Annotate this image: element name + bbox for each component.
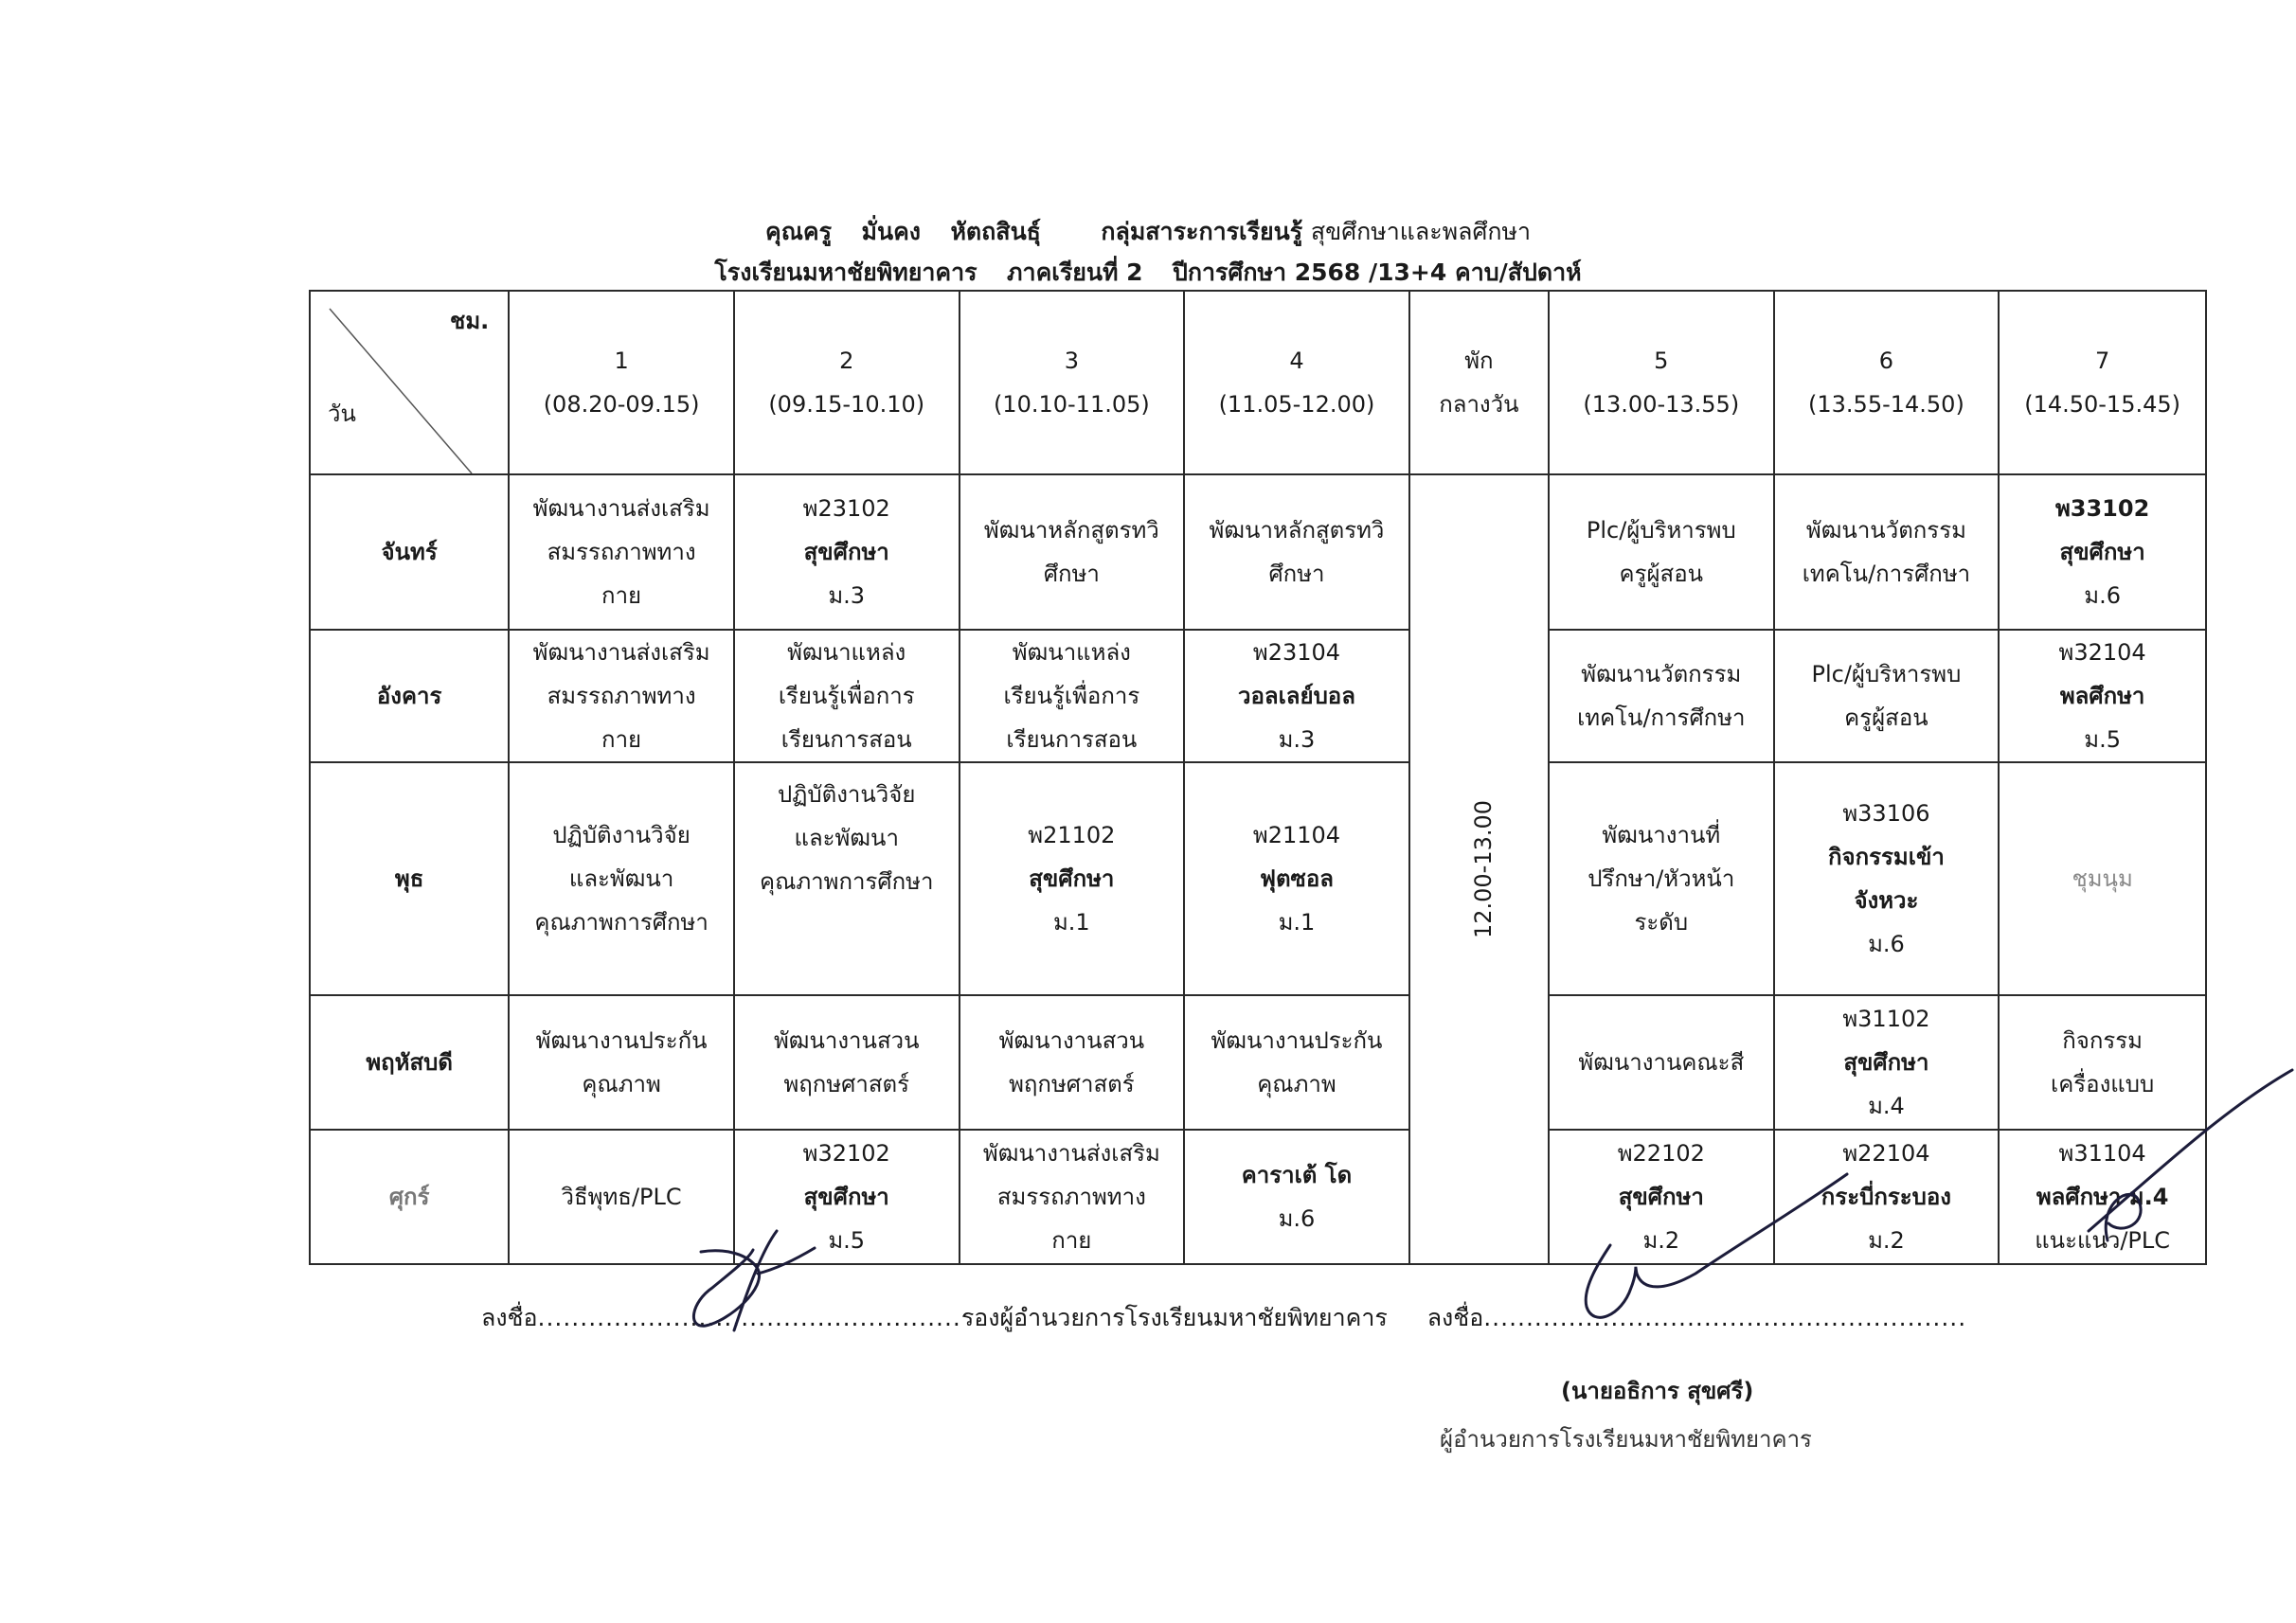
director-position: ผู้อำนวยการโรงเรียนมหาชัยพิทยาคาร bbox=[1440, 1426, 1812, 1453]
schedule-cell: พ22104 กระบี่กระบอง ม.2 bbox=[1774, 1130, 2000, 1264]
sign-dots-2: ......................................................... bbox=[1483, 1304, 1967, 1331]
deputy-role: รองผู้อำนวยการโรงเรียนมหาชัยพิทยาคาร bbox=[960, 1304, 1388, 1331]
schedule-cell: พ21102 สุขศึกษา ม.1 bbox=[960, 762, 1185, 995]
schedule-cell: ปฏิบัติงานวิจัย และพัฒนา คุณภาพการศึกษา bbox=[734, 762, 960, 995]
schedule-cell: Plc/ผู้บริหารพบ ครูผู้สอน bbox=[1549, 474, 1774, 630]
day-label: พุธ bbox=[310, 762, 509, 995]
schedule-cell: พัฒนาหลักสูตรทวิ ศึกษา bbox=[960, 474, 1185, 630]
period-header-7: 7 (14.50-15.45) bbox=[1999, 291, 2206, 474]
schedule-cell: พัฒนางานส่งเสริม สมรรถภาพทาง กาย bbox=[960, 1130, 1185, 1264]
corner-hour-label: ชม. bbox=[450, 308, 490, 334]
schedule-cell: พ23102 สุขศึกษา ม.3 bbox=[734, 474, 960, 630]
corner-day-label: วัน bbox=[328, 401, 356, 427]
day-label: ศุกร์ bbox=[310, 1130, 509, 1264]
schedule-cell: พัฒนางานส่งเสริม สมรรถภาพทาง กาย bbox=[509, 474, 734, 630]
schedule-cell: พัฒนางานสวน พฤกษศาสตร์ bbox=[734, 995, 960, 1130]
director-name: (นายอธิการ สุขศรี) bbox=[1561, 1378, 1754, 1404]
schedule-cell: ปฏิบัติงานวิจัย และพัฒนา คุณภาพการศึกษา bbox=[509, 762, 734, 995]
schedule-cell: พัฒนางานคณะสี bbox=[1549, 995, 1774, 1130]
schedule-cell: พัฒนานวัตกรรม เทคโน/การศึกษา bbox=[1774, 474, 2000, 630]
period-header-6: 6 (13.55-14.50) bbox=[1774, 291, 2000, 474]
period-header-1: 1 (08.20-09.15) bbox=[509, 291, 734, 474]
period-header-3: 3 (10.10-11.05) bbox=[960, 291, 1185, 474]
school-name: โรงเรียนมหาชัยพิทยาคาร bbox=[714, 259, 978, 286]
lunch-header: พัก กลางวัน bbox=[1409, 291, 1549, 474]
schedule-cell: พ23104 วอลเลย์บอล ม.3 bbox=[1184, 630, 1409, 762]
semester: ภาคเรียนที่ 2 bbox=[1007, 259, 1143, 286]
schedule-cell: พัฒนางานสวน พฤกษศาสตร์ bbox=[960, 995, 1185, 1130]
schedule-cell: พัฒนาหลักสูตรทวิ ศึกษา bbox=[1184, 474, 1409, 630]
teacher-label: คุณครู bbox=[765, 218, 833, 245]
academic-year: ปีการศึกษา 2568 /13+4 คาบ/สัปดาห์ bbox=[1173, 259, 1582, 286]
sign-label-2: ลงชื่อ bbox=[1426, 1304, 1484, 1331]
sign-label-1: ลงชื่อ bbox=[481, 1304, 538, 1331]
schedule-cell: พัฒนางานส่งเสริม สมรรถภาพทาง กาย bbox=[509, 630, 734, 762]
schedule-cell: พ22102 สุขศึกษา ม.2 bbox=[1549, 1130, 1774, 1264]
signature-margin bbox=[2089, 1070, 2292, 1240]
group-label: กลุ่มสาระการเรียนรู้ bbox=[1101, 218, 1303, 245]
schedule-cell: พัฒนางานประกัน คุณภาพ bbox=[509, 995, 734, 1130]
schedule-cell: พัฒนาแหล่ง เรียนรู้เพื่อการ เรียนการสอน bbox=[734, 630, 960, 762]
schedule-cell: คาราเต้ โด ม.6 bbox=[1184, 1130, 1409, 1264]
schedule-cell: พ32104 พลศึกษา ม.5 bbox=[1999, 630, 2206, 762]
day-label: พฤหัสบดี bbox=[310, 995, 509, 1130]
period-header-2: 2 (09.15-10.10) bbox=[734, 291, 960, 474]
schedule-cell: พัฒนาแหล่ง เรียนรู้เพื่อการ เรียนการสอน bbox=[960, 630, 1185, 762]
signature-director bbox=[1586, 1174, 1847, 1317]
day-label: จันทร์ bbox=[310, 474, 509, 630]
schedule-cell: พ33106 กิจกรรมเข้า จังหวะ ม.6 bbox=[1774, 762, 2000, 995]
period-header-4: 4 (11.05-12.00) bbox=[1184, 291, 1409, 474]
period-header-5: 5 (13.00-13.55) bbox=[1549, 291, 1774, 474]
day-label: อังคาร bbox=[310, 630, 509, 762]
schedule-cell: พัฒนางานประกัน คุณภาพ bbox=[1184, 995, 1409, 1130]
schedule-cell: Plc/ผู้บริหารพบ ครูผู้สอน bbox=[1774, 630, 2000, 762]
schedule-cell: พัฒนานวัตกรรม เทคโน/การศึกษา bbox=[1549, 630, 1774, 762]
schedule-cell: พ21104 ฟุตซอล ม.1 bbox=[1184, 762, 1409, 995]
schedule-cell: กิจกรรม เครื่องแบบ bbox=[1999, 995, 2206, 1130]
signature-deputy bbox=[693, 1231, 815, 1330]
teacher-last-name: หัตถสินธุ์ bbox=[950, 218, 1041, 245]
sign-dots-1: .................................................. bbox=[537, 1304, 961, 1331]
schedule-cell: พ32102 สุขศึกษา ม.5 bbox=[734, 1130, 960, 1264]
schedule-cell: พัฒนางานที่ ปรึกษา/หัวหน้า ระดับ bbox=[1549, 762, 1774, 995]
lunch-time: 12.00-13.00 bbox=[1469, 799, 1497, 939]
schedule-cell: ชุมนุม bbox=[1999, 762, 2206, 995]
schedule-cell: พ33102 สุขศึกษา ม.6 bbox=[1999, 474, 2206, 630]
schedule-cell: พ31102 สุขศึกษา ม.4 bbox=[1774, 995, 2000, 1130]
schedule-cell: พ31104 พลศึกษา ม.4 แนะแนว/PLC bbox=[1999, 1130, 2206, 1264]
group-name: สุขศึกษาและพลศึกษา bbox=[1310, 218, 1531, 245]
teacher-first-name: มั่นคง bbox=[861, 218, 922, 245]
schedule-cell: วิธีพุทธ/PLC bbox=[509, 1130, 734, 1264]
